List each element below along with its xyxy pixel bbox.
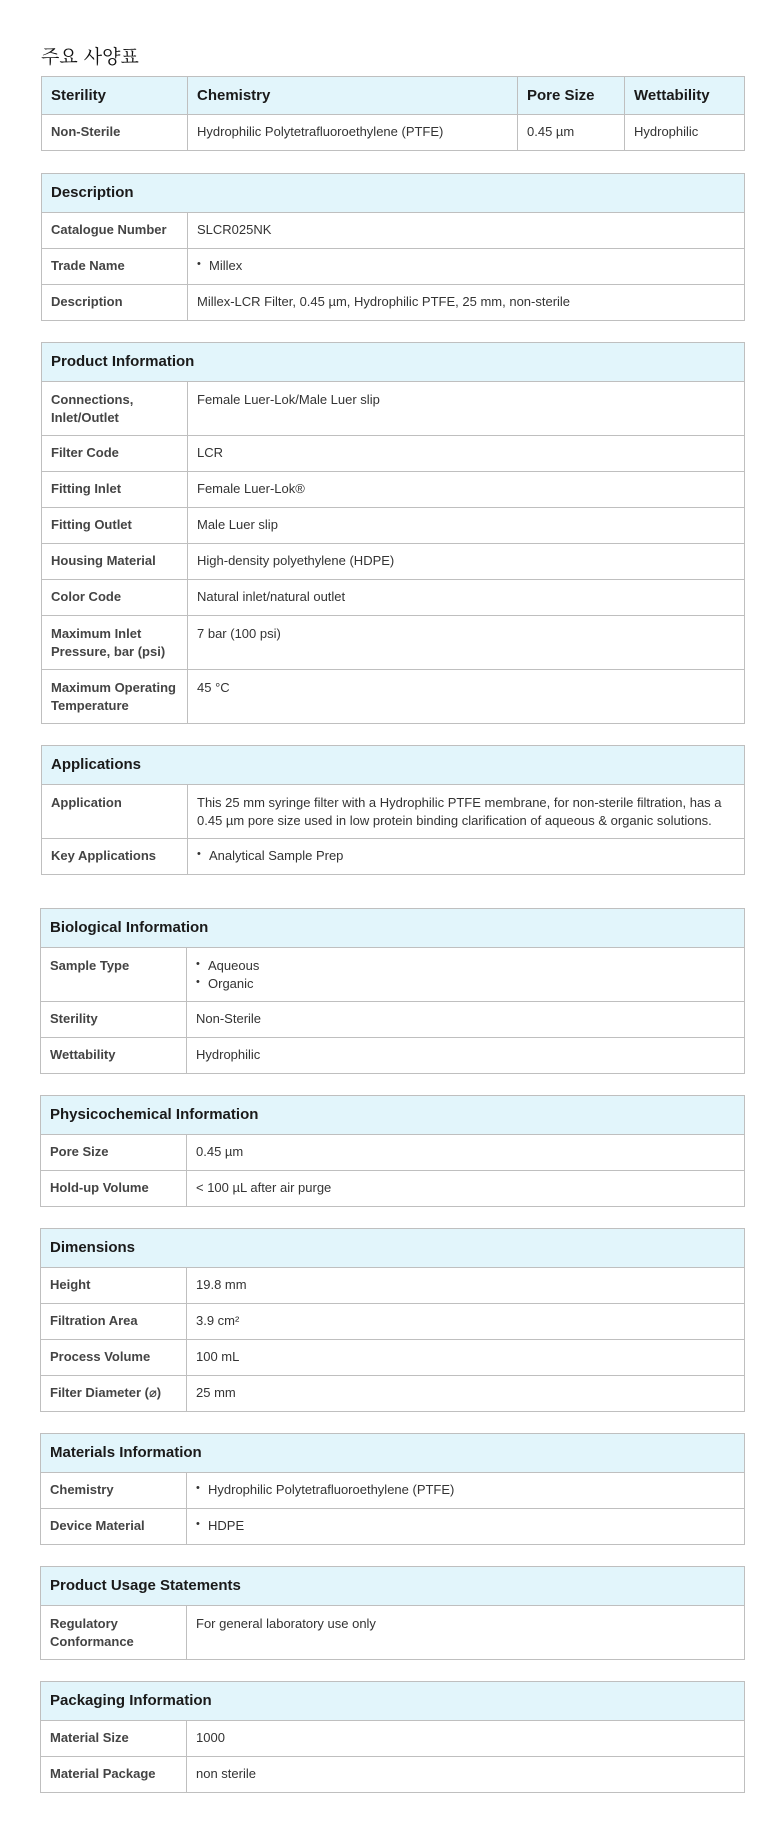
row-label: Trade Name [42, 249, 188, 285]
row-value: non sterile [187, 1757, 745, 1793]
spec-row [41, 1376, 745, 1412]
spec-row [41, 1606, 745, 1660]
row-label: Chemistry [41, 1473, 187, 1509]
section-title: Materials Information [41, 1434, 745, 1473]
row-label: Catalogue Number [42, 213, 188, 249]
row-value: 0.45 µm [187, 1135, 745, 1171]
row-label: Fitting Inlet [42, 472, 188, 508]
summary-cell: Hydrophilic [625, 115, 745, 151]
section-title: Applications [42, 746, 745, 785]
row-label: Filter Code [42, 436, 188, 472]
row-label: Fitting Outlet [42, 508, 188, 544]
row-value: Male Luer slip [188, 508, 745, 544]
bullet-item: • Aqueous [196, 957, 735, 975]
row-label: Material Size [41, 1721, 187, 1757]
spec-row [41, 1002, 745, 1038]
section-title: Product Information [42, 343, 745, 382]
biological-information-table [40, 908, 745, 1074]
row-value: 3.9 cm² [187, 1304, 745, 1340]
spec-row [42, 580, 745, 616]
spec-row [42, 839, 745, 875]
summary-table [41, 76, 745, 151]
section-title: Biological Information [41, 909, 745, 948]
packaging-information-table [40, 1681, 745, 1793]
bullet-item: • Millex [197, 257, 735, 275]
row-label: Housing Material [42, 544, 188, 580]
spec-row [41, 1340, 745, 1376]
row-label: Process Volume [41, 1340, 187, 1376]
section-title: Product Usage Statements [41, 1567, 745, 1606]
row-label: Filter Diameter (⌀) [41, 1376, 187, 1412]
spec-row [41, 1135, 745, 1171]
spec-row [42, 285, 745, 321]
summary-data-row [42, 115, 745, 151]
row-value: For general laboratory use only [187, 1606, 745, 1660]
row-value [188, 839, 745, 875]
row-value: High-density polyethylene (HDPE) [188, 544, 745, 580]
row-label: Key Applications [42, 839, 188, 875]
row-label: Hold-up Volume [41, 1171, 187, 1207]
row-value [188, 249, 745, 285]
spec-row [41, 1721, 745, 1757]
spec-row [42, 785, 745, 839]
summary-header-row [42, 77, 745, 115]
summary-header-cell: Chemistry [188, 77, 518, 115]
row-label: Maximum Inlet Pressure, bar (psi) [42, 616, 188, 670]
summary-header-cell: Wettability [625, 77, 745, 115]
page-title: 주요 사양표 [41, 46, 139, 68]
row-value: 45 °C [188, 670, 745, 724]
row-label: Regulatory Conformance [41, 1606, 187, 1660]
spec-row [41, 948, 745, 1002]
spec-row [42, 544, 745, 580]
row-value: Millex-LCR Filter, 0.45 µm, Hydrophilic PTFE, 25 mm, non-sterile [188, 285, 745, 321]
summary-cell: 0.45 µm [518, 115, 625, 151]
row-value: 1000 [187, 1721, 745, 1757]
row-value [187, 1509, 745, 1545]
row-label: Wettability [41, 1038, 187, 1074]
row-label: Maximum Operating Temperature [42, 670, 188, 724]
applications-table [41, 745, 745, 875]
spec-row [41, 1304, 745, 1340]
row-value: < 100 µL after air purge [187, 1171, 745, 1207]
row-value: 7 bar (100 psi) [188, 616, 745, 670]
summary-header-cell: Pore Size [518, 77, 625, 115]
spec-row [42, 508, 745, 544]
spec-row [42, 382, 745, 436]
materials-information-table [40, 1433, 745, 1545]
summary-cell: Hydrophilic Polytetrafluoroethylene (PTFE) [188, 115, 518, 151]
spec-row [42, 249, 745, 285]
spec-row [42, 213, 745, 249]
description-table [41, 173, 745, 321]
bullet-item: • Organic [196, 975, 735, 993]
row-label: Sample Type [41, 948, 187, 1002]
row-label: Color Code [42, 580, 188, 616]
section-title: Dimensions [41, 1229, 745, 1268]
section-title: Packaging Information [41, 1682, 745, 1721]
row-label: Connections, Inlet/Outlet [42, 382, 188, 436]
spec-row [42, 436, 745, 472]
spec-row [41, 1038, 745, 1074]
bullet-item: • Hydrophilic Polytetrafluoroethylene (PTFE) [196, 1481, 735, 1499]
row-label: Description [42, 285, 188, 321]
spec-row [41, 1171, 745, 1207]
row-value: Female Luer-Lok/Male Luer slip [188, 382, 745, 436]
spec-row [41, 1268, 745, 1304]
section-title: Description [42, 174, 745, 213]
row-label: Application [42, 785, 188, 839]
row-value: LCR [188, 436, 745, 472]
bullet-item: • Analytical Sample Prep [197, 847, 735, 865]
row-value: Natural inlet/natural outlet [188, 580, 745, 616]
section-title: Physicochemical Information [41, 1096, 745, 1135]
product-information-table [41, 342, 745, 724]
row-value: 100 mL [187, 1340, 745, 1376]
row-value: 19.8 mm [187, 1268, 745, 1304]
row-label: Material Package [41, 1757, 187, 1793]
spec-row [42, 616, 745, 670]
product-usage-table [40, 1566, 745, 1660]
row-label: Pore Size [41, 1135, 187, 1171]
row-value: Female Luer-Lok® [188, 472, 745, 508]
bullet-item: • HDPE [196, 1517, 735, 1535]
spec-row [42, 670, 745, 724]
summary-header-cell: Sterility [42, 77, 188, 115]
row-value: This 25 mm syringe filter with a Hydrophilic PTFE membrane, for non-sterile filtration, has a 0.45 µm pore size used in low protein binding clarification of aqueous & organic solutions. [188, 785, 745, 839]
row-value: SLCR025NK [188, 213, 745, 249]
spec-row [41, 1473, 745, 1509]
spec-row [41, 1509, 745, 1545]
row-value: 25 mm [187, 1376, 745, 1412]
row-value: Non-Sterile [187, 1002, 745, 1038]
spec-row [41, 1757, 745, 1793]
row-value [187, 948, 745, 1002]
row-label: Sterility [41, 1002, 187, 1038]
row-label: Filtration Area [41, 1304, 187, 1340]
row-value: Hydrophilic [187, 1038, 745, 1074]
summary-cell: Non-Sterile [42, 115, 188, 151]
physicochemical-information-table [40, 1095, 745, 1207]
row-label: Height [41, 1268, 187, 1304]
row-value [187, 1473, 745, 1509]
row-label: Device Material [41, 1509, 187, 1545]
spec-row [42, 472, 745, 508]
dimensions-table [40, 1228, 745, 1412]
